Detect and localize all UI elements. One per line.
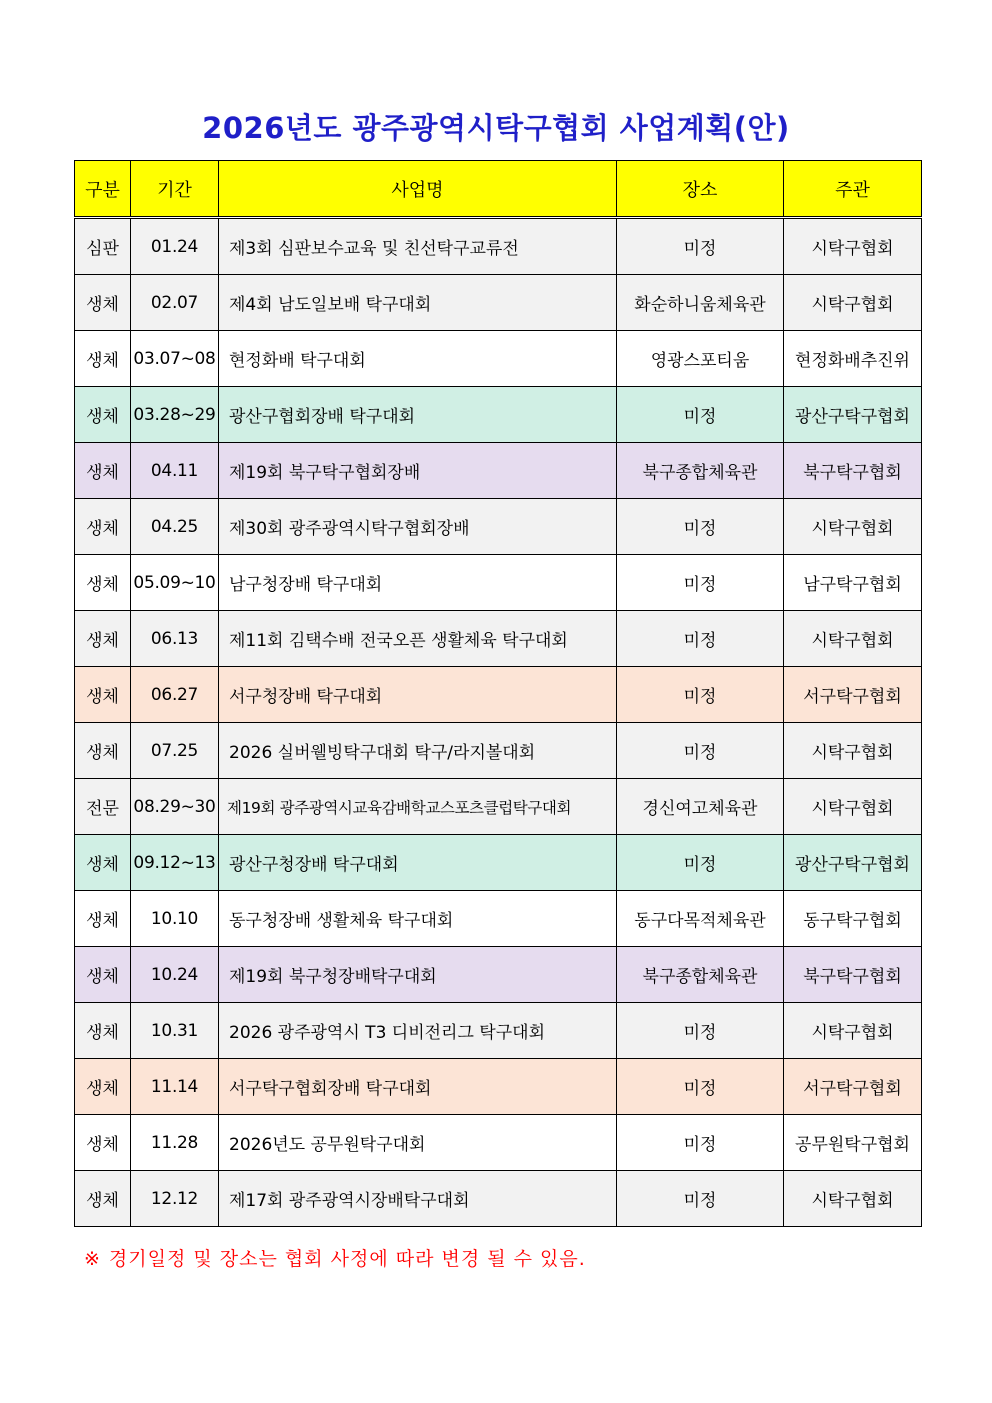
row-category: 생체 <box>75 835 131 891</box>
table-row <box>75 218 922 275</box>
row-category: 생체 <box>75 331 131 387</box>
header-category: 구분 <box>75 161 131 218</box>
row-venue: 경신여고체육관 <box>617 779 784 835</box>
row-host: 공무원탁구협회 <box>784 1115 922 1171</box>
row-host: 남구탁구협회 <box>784 555 922 611</box>
row-venue: 미정 <box>617 611 784 667</box>
row-venue: 미정 <box>617 1171 784 1227</box>
row-host: 시탁구협회 <box>784 275 922 331</box>
table-row <box>75 275 922 331</box>
row-event-name: 제19회 북구청장배탁구대회 <box>219 947 617 1003</box>
row-venue: 미정 <box>617 218 784 275</box>
table-header-row <box>75 161 922 218</box>
row-host: 시탁구협회 <box>784 723 922 779</box>
row-category: 생체 <box>75 443 131 499</box>
business-plan-table <box>74 160 922 1227</box>
row-host: 시탁구협회 <box>784 779 922 835</box>
row-host: 서구탁구협회 <box>784 667 922 723</box>
row-event-name: 제11회 김택수배 전국오픈 생활체육 탁구대회 <box>219 611 617 667</box>
row-venue: 미정 <box>617 1003 784 1059</box>
table-row <box>75 1059 922 1115</box>
table-body <box>75 218 922 1227</box>
header-host: 주관 <box>784 161 922 218</box>
row-event-name: 2026 실버웰빙탁구대회 탁구/라지볼대회 <box>219 723 617 779</box>
row-host: 현정화배추진위 <box>784 331 922 387</box>
row-event-name: 2026년도 공무원탁구대회 <box>219 1115 617 1171</box>
row-host: 시탁구협회 <box>784 1171 922 1227</box>
page-title: 2026년도 광주광역시탁구협회 사업계획(안) <box>202 111 790 145</box>
row-category: 생체 <box>75 947 131 1003</box>
header-event-name: 사업명 <box>219 161 617 218</box>
row-event-name: 제17회 광주광역시장배탁구대회 <box>219 1171 617 1227</box>
row-host: 동구탁구협회 <box>784 891 922 947</box>
row-period: 06.13 <box>131 611 219 667</box>
header-period: 기간 <box>131 161 219 218</box>
row-period: 04.25 <box>131 499 219 555</box>
row-category: 생체 <box>75 1171 131 1227</box>
row-period: 08.29~30 <box>131 779 219 835</box>
row-event-name: 제30회 광주광역시탁구협회장배 <box>219 499 617 555</box>
row-period: 03.28~29 <box>131 387 219 443</box>
row-host: 북구탁구협회 <box>784 947 922 1003</box>
note-text: 경기일정 및 장소는 협회 사정에 따라 변경 될 수 있음. <box>108 1248 586 1270</box>
table-row <box>75 1003 922 1059</box>
table-row <box>75 835 922 891</box>
row-venue: 동구다목적체육관 <box>617 891 784 947</box>
row-venue: 미정 <box>617 387 784 443</box>
row-period: 10.10 <box>131 891 219 947</box>
row-category: 전문 <box>75 779 131 835</box>
row-event-name: 2026 광주광역시 T3 디비전리그 탁구대회 <box>219 1003 617 1059</box>
row-host: 광산구탁구협회 <box>784 387 922 443</box>
row-venue: 북구종합체육관 <box>617 947 784 1003</box>
row-event-name: 서구청장배 탁구대회 <box>219 667 617 723</box>
row-event-name: 현정화배 탁구대회 <box>219 331 617 387</box>
table-row <box>75 387 922 443</box>
table-row <box>75 667 922 723</box>
row-host: 광산구탁구협회 <box>784 835 922 891</box>
table-row <box>75 947 922 1003</box>
row-category: 생체 <box>75 275 131 331</box>
row-venue: 북구종합체육관 <box>617 443 784 499</box>
row-event-name: 서구탁구협회장배 탁구대회 <box>219 1059 617 1115</box>
row-period: 06.27 <box>131 667 219 723</box>
row-venue: 화순하니움체육관 <box>617 275 784 331</box>
row-venue: 미정 <box>617 835 784 891</box>
table-row <box>75 555 922 611</box>
row-category: 생체 <box>75 891 131 947</box>
row-category: 생체 <box>75 387 131 443</box>
row-category: 생체 <box>75 555 131 611</box>
row-period: 09.12~13 <box>131 835 219 891</box>
row-venue: 미정 <box>617 1115 784 1171</box>
row-host: 시탁구협회 <box>784 611 922 667</box>
table-row <box>75 1115 922 1171</box>
row-category: 생체 <box>75 667 131 723</box>
row-venue: 미정 <box>617 1059 784 1115</box>
row-host: 서구탁구협회 <box>784 1059 922 1115</box>
row-category: 생체 <box>75 1059 131 1115</box>
table-row <box>75 443 922 499</box>
row-period: 10.24 <box>131 947 219 1003</box>
header-venue: 장소 <box>617 161 784 218</box>
row-category: 생체 <box>75 499 131 555</box>
row-period: 12.12 <box>131 1171 219 1227</box>
reference-mark-icon: ※ <box>84 1248 101 1270</box>
row-period: 03.07~08 <box>131 331 219 387</box>
row-period: 11.14 <box>131 1059 219 1115</box>
row-period: 02.07 <box>131 275 219 331</box>
row-period: 07.25 <box>131 723 219 779</box>
row-host: 시탁구협회 <box>784 499 922 555</box>
row-venue: 미정 <box>617 499 784 555</box>
table-row <box>75 499 922 555</box>
row-category: 심판 <box>75 218 131 275</box>
row-event-name: 동구청장배 생활체육 탁구대회 <box>219 891 617 947</box>
table-row <box>75 611 922 667</box>
row-period: 05.09~10 <box>131 555 219 611</box>
table-row <box>75 331 922 387</box>
row-period: 04.11 <box>131 443 219 499</box>
row-category: 생체 <box>75 611 131 667</box>
row-event-name: 제19회 광주광역시교육감배학교스포츠클럽탁구대회 <box>219 779 617 835</box>
row-event-name: 광산구협회장배 탁구대회 <box>219 387 617 443</box>
row-event-name: 제19회 북구탁구협회장배 <box>219 443 617 499</box>
row-venue: 미정 <box>617 723 784 779</box>
row-venue: 미정 <box>617 555 784 611</box>
row-host: 시탁구협회 <box>784 1003 922 1059</box>
row-host: 북구탁구협회 <box>784 443 922 499</box>
table-row <box>75 891 922 947</box>
row-venue: 영광스포티움 <box>617 331 784 387</box>
row-host: 시탁구협회 <box>784 218 922 275</box>
row-category: 생체 <box>75 1003 131 1059</box>
row-category: 생체 <box>75 723 131 779</box>
row-category: 생체 <box>75 1115 131 1171</box>
row-event-name: 남구청장배 탁구대회 <box>219 555 617 611</box>
row-event-name: 제3회 심판보수교육 및 친선탁구교류전 <box>219 218 617 275</box>
table-row <box>75 1171 922 1227</box>
schedule-note <box>84 1244 586 1271</box>
row-period: 01.24 <box>131 218 219 275</box>
row-venue: 미정 <box>617 667 784 723</box>
table-row <box>75 779 922 835</box>
row-event-name: 제4회 남도일보배 탁구대회 <box>219 275 617 331</box>
row-event-name: 광산구청장배 탁구대회 <box>219 835 617 891</box>
table-row <box>75 723 922 779</box>
row-period: 11.28 <box>131 1115 219 1171</box>
row-period: 10.31 <box>131 1003 219 1059</box>
